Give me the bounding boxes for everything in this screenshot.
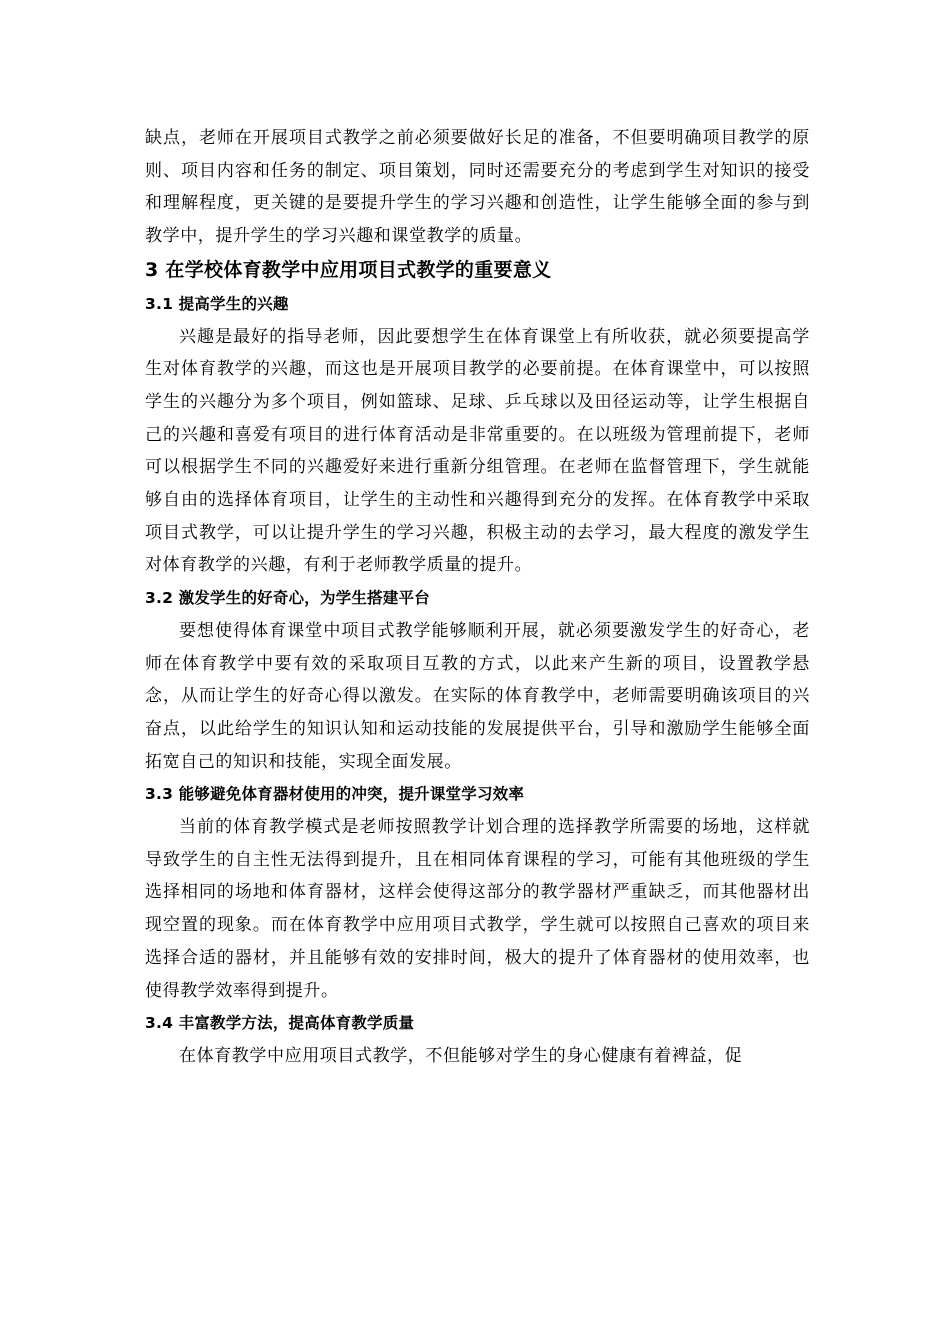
subsection-heading-3-1: 3.1 提高学生的兴趣 (145, 294, 289, 313)
subsection-heading-3-3: 3.3 能够避免体育器材使用的冲突，提升课堂学习效率 (145, 785, 525, 804)
subsection-heading-3-4: 3.4 丰富教学方法，提高体育教学质量 (145, 1014, 415, 1033)
paragraph-3-1: 兴趣是最好的指导老师，因此要想学生在体育课堂上有所收获，就必须要提高学生对体育教学的兴趣，而这也是开展项目教学的必要前提。在体育课堂中，可以按照学生的兴趣分为多个项目，例如篮球、足球、乒乓球以及田径运动等，让学生根据自己的兴趣和喜爱有项目的进行体育活动是非常重要的。在以班级为管理前提下，老师可以根据学生不同的兴趣爱好来进行重新分组管理。在老师在监督管理下，学生就能够自由的选择体育项目，让学生的主动性和兴趣得到充分的发挥。在体育教学中采取项目式教学，可以让提升学生的学习兴趣，积极主动的去学习，最大程度的激发学生对体育教学的兴趣，有利于老师教学质量的提升。 (145, 326, 810, 576)
subsection-heading-3-2: 3.2 激发学生的好奇心，为学生搭建平台 (145, 589, 430, 608)
section-heading-3: 3 在学校体育教学中应用项目式教学的重要意义 (145, 258, 552, 281)
paragraph-intro-continuation: 缺点，老师在开展项目式教学之前必须要做好长足的准备，不但要明确项目教学的原则、项目内容和任务的制定、项目策划，同时还需要充分的考虑到学生对知识的接受和理解程度，更关键的是要提升学生的学习兴趣和创造性，让学生能够全面的参与到教学中，提升学生的学习兴趣和课堂教学的质量。 (145, 128, 810, 247)
paragraph-3-4: 在体育教学中应用项目式教学，不但能够对学生的身心健康有着裨益，促 (179, 1045, 743, 1066)
paragraph-3-2: 要想使得体育课堂中项目式教学能够顺利开展，就必须要激发学生的好奇心，老师在体育教学中要有效的采取项目互教的方式，以此来产生新的项目，设置教学悬念，从而让学生的好奇心得以激发。在实际的体育教学中，老师需要明确该项目的兴奋点，以此给学生的知识认知和运动技能的发展提供平台，引导和激励学生能够全面拓宽自己的知识和技能，实现全面发展。 (145, 620, 810, 772)
paragraph-3-3: 当前的体育教学模式是老师按照教学计划合理的选择教学所需要的场地，这样就导致学生的自主性无法得到提升，且在相同体育课程的学习，可能有其他班级的学生选择相同的场地和体育器材，这样会使得这部分的教学器材严重缺乏，而其他器材出现空置的现象。而在体育教学中应用项目式教学，学生就可以按照自己喜欢的项目来选择合适的器材，并且能够有效的安排时间，极大的提升了体育器材的使用效率，也使得教学效率得到提升。 (145, 817, 810, 1001)
document-body (145, 122, 810, 1073)
